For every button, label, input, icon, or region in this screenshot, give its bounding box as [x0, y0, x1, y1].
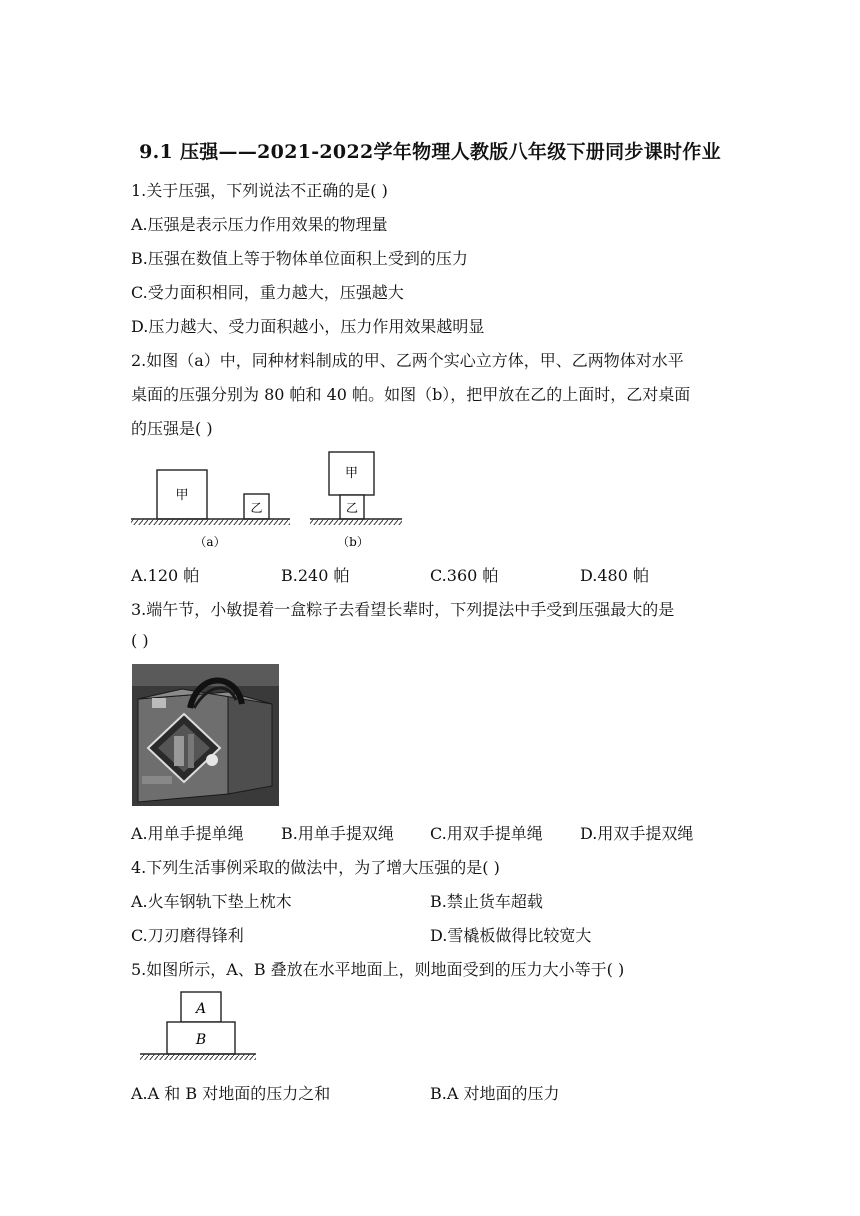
cube-jia-label-a: 甲 [175, 488, 189, 503]
q4-option-d: D.雪橇板做得比较宽大 [430, 926, 592, 945]
q2-option-d: D.480 帕 [580, 566, 649, 585]
q2-options [131, 563, 731, 587]
q1-stem: 1.关于压强，下列说法不正确的是( ) [131, 181, 388, 200]
ground-hatch [140, 1054, 256, 1060]
q2-figure [128, 448, 418, 558]
q5-stem: 5.如图所示，A、B 叠放在水平地面上，则地面受到的压力大小等于( ) [131, 960, 625, 979]
q3-options [131, 821, 731, 845]
q4-option-a: A.火车钢轨下垫上枕木 [131, 892, 292, 911]
q4-options-row1 [131, 889, 731, 913]
q2-stem-line1: 2.如图（a）中，同种材料制成的甲、乙两个实心立方体，甲、乙两物体对水平 [131, 351, 684, 370]
q2-option-c: C.360 帕 [430, 566, 499, 585]
q5-options-row1 [131, 1081, 731, 1105]
q2-option-b: B.240 帕 [281, 566, 350, 585]
caption-b: （b） [337, 535, 369, 549]
q3-option-a: A.用单手提单绳 [131, 824, 244, 843]
q2-stem-line3: 的压强是( ) [131, 419, 213, 438]
q5-figure [138, 990, 258, 1066]
q4-options-row2 [131, 923, 731, 947]
page-title: 9.1 压强——2021-2022学年物理人教版八年级下册同步课时作业 [139, 141, 721, 163]
q3-stem-line2: ( ) [131, 631, 149, 650]
cube-yi-label-b: 乙 [345, 501, 359, 515]
figure-a [131, 470, 290, 549]
cube-jia-label-b: 甲 [344, 466, 359, 481]
q1-option-b: B.压强在数值上等于物体单位面积上受到的压力 [131, 249, 468, 268]
q2-option-a: A.120 帕 [131, 566, 200, 585]
q2-stem-line2: 桌面的压强分别为 80 帕和 40 帕。如图（b），把甲放在乙的上面时，乙对桌面 [131, 385, 691, 404]
q3-option-d: D.用双手提双绳 [580, 824, 694, 843]
q3-stem-line1: 3.端午节，小敏提着一盒粽子去看望长辈时，下列提法中手受到压强最大的是 [131, 600, 675, 619]
block-a-label: A [195, 1001, 207, 1017]
q1-option-d: D.压力越大、受力面积越小，压力作用效果越明显 [131, 317, 485, 336]
q3-option-b: B.用单手提双绳 [281, 824, 394, 843]
q3-option-c: C.用双手提单绳 [430, 824, 543, 843]
q1-option-a: A.压强是表示压力作用效果的物理量 [131, 215, 388, 234]
q1-option-c: C.受力面积相同，重力越大，压强越大 [131, 283, 404, 302]
zongzi-gift-box-photo [132, 664, 279, 806]
ground-hatch-b [310, 519, 402, 525]
cube-yi-label-a: 乙 [250, 501, 263, 515]
q5-option-a: A.A 和 B 对地面的压力之和 [131, 1084, 331, 1103]
block-b-label: B [195, 1032, 207, 1048]
q4-option-c: C.刀刃磨得锋利 [131, 926, 244, 945]
figure-b [310, 452, 402, 549]
q5-option-b: B.A 对地面的压力 [430, 1084, 560, 1103]
q4-option-b: B.禁止货车超载 [430, 892, 543, 911]
q4-stem: 4.下列生活事例采取的做法中，为了增大压强的是( ) [131, 858, 500, 877]
ground-hatch-a [131, 519, 290, 525]
caption-a: （a） [194, 535, 226, 549]
